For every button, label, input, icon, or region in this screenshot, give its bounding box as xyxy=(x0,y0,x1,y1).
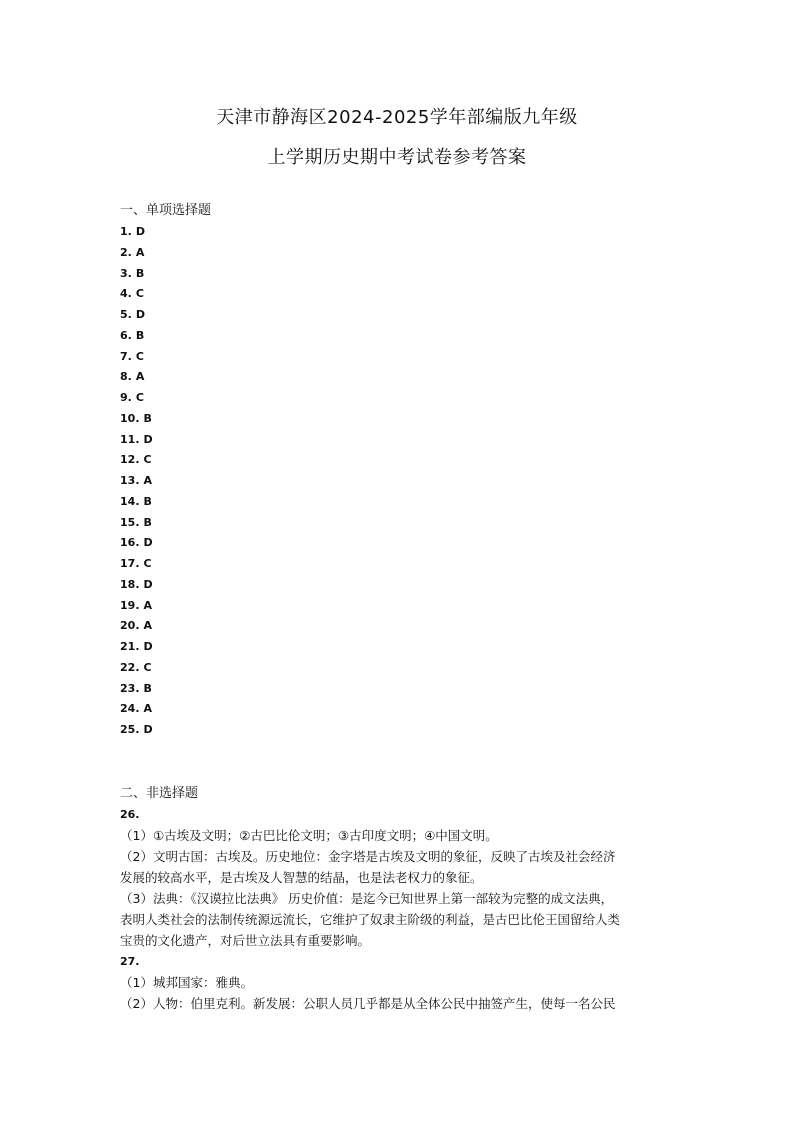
question-26-line: （2）文明古国：古埃及。历史地位：金字塔是古埃及文明的象征，反映了古埃及社会经济 xyxy=(120,849,616,864)
answer-item xyxy=(120,388,153,409)
answer-number: 25 . xyxy=(120,723,140,736)
answer-item xyxy=(120,430,153,451)
answer-number: 3 . xyxy=(120,267,132,280)
answer-letter: B xyxy=(135,328,145,342)
answer-item xyxy=(120,409,153,430)
answer-letter: A xyxy=(143,598,153,612)
answer-letter: D xyxy=(143,723,153,736)
answer-number: 24 . xyxy=(120,702,140,715)
answer-item xyxy=(120,596,153,617)
answer-letter: D xyxy=(143,577,153,591)
answer-number: 16 . xyxy=(120,536,140,549)
answer-letter: C xyxy=(143,453,152,467)
question-26-line: （3）法典：《汉谟拉比法典》 历史价值：是迄今已知世界上第一部较为完整的成文法典， xyxy=(120,891,614,906)
answer-letter: B xyxy=(143,681,152,695)
answer-letter: A xyxy=(143,474,153,487)
answer-item xyxy=(120,513,153,534)
answer-item xyxy=(120,450,153,471)
answer-letter: B xyxy=(135,266,145,280)
answer-item xyxy=(120,264,153,285)
answer-item xyxy=(120,679,153,700)
answer-letter: C xyxy=(143,557,152,570)
answer-item xyxy=(120,347,153,368)
answer-item xyxy=(120,616,153,637)
answer-letter: A xyxy=(143,619,153,633)
answer-letter: A xyxy=(135,370,145,384)
answer-number: 1 . xyxy=(120,225,132,238)
answer-item xyxy=(120,658,153,679)
answer-item xyxy=(120,367,153,388)
answer-letter: D xyxy=(143,640,153,653)
question-26-line: 发展的较高水平，是古埃及人智慧的结晶，也是法老权力的象征。 xyxy=(120,870,483,885)
answer-letter: C xyxy=(143,660,152,674)
section-heading-multiple-choice: 一、单项选择题 xyxy=(120,203,212,218)
answer-letter: D xyxy=(143,432,153,446)
answer-item xyxy=(120,222,153,243)
section-heading-non-choice: 二、非选择题 xyxy=(120,786,199,801)
answer-letter: A xyxy=(135,245,145,259)
answer-item xyxy=(120,284,153,305)
question-27-line: （2）人物：伯里克利。新发展：公职人员几乎都是从全体公民中抽签产生，使每一名公民 xyxy=(120,996,616,1011)
answer-number: 23 . xyxy=(120,682,140,695)
answer-number: 8 . xyxy=(120,370,132,383)
question-27-number: 27. xyxy=(120,955,140,968)
answer-number: 22 . xyxy=(120,661,140,674)
answer-item xyxy=(120,637,153,658)
answer-number: 15 . xyxy=(120,516,140,529)
answer-number: 9 . xyxy=(120,391,132,404)
answer-letter: C xyxy=(135,349,144,363)
answer-item xyxy=(120,720,153,741)
answer-number: 21 . xyxy=(120,640,140,653)
answer-item xyxy=(120,554,153,575)
question-26-line: 宝贵的文化遗产，对后世立法具有重要影响。 xyxy=(120,933,371,948)
answer-letter: C xyxy=(135,391,144,404)
answer-number: 6 . xyxy=(120,329,132,342)
non-choice-answers xyxy=(120,804,680,1014)
answer-letter: D xyxy=(143,536,153,550)
page-title-line-1: 天津市静海区2024-2025学年部编版九年级 xyxy=(216,107,578,128)
answer-item xyxy=(120,492,153,513)
question-26-line: （1）①古埃及文明；②古巴比伦文明；③古印度文明；④中国文明。 xyxy=(120,828,498,843)
answer-number: 14 . xyxy=(120,495,140,508)
answer-number: 19 . xyxy=(120,599,140,612)
answer-number: 12 . xyxy=(120,453,140,466)
answer-number: 17 . xyxy=(120,557,140,570)
answer-number: 5 . xyxy=(120,308,132,321)
answer-item xyxy=(120,575,153,596)
answer-number: 11 . xyxy=(120,433,140,446)
question-27-line: （1）城邦国家：雅典。 xyxy=(120,975,253,990)
question-26-number: 26. xyxy=(120,808,140,821)
answer-number: 7 . xyxy=(120,350,132,363)
answer-item xyxy=(120,699,153,720)
answer-letter: D xyxy=(135,308,145,321)
answer-letter: B xyxy=(143,494,152,508)
answer-letter: C xyxy=(135,287,144,301)
answer-list xyxy=(120,222,153,741)
answer-number: 20 . xyxy=(120,619,140,632)
question-26-line: 表明人类社会的法制传统源远流长，它维护了奴隶主阶级的利益，是古巴比伦王国留给人类 xyxy=(120,912,621,927)
answer-number: 13 . xyxy=(120,474,140,487)
answer-item xyxy=(120,305,153,326)
answer-letter: A xyxy=(143,702,153,716)
answer-number: 2 . xyxy=(120,246,132,259)
answer-number: 18 . xyxy=(120,578,140,591)
answer-number: 10 . xyxy=(120,412,140,425)
answer-letter: B xyxy=(143,411,152,425)
answer-letter: B xyxy=(143,515,152,529)
answer-number: 4 . xyxy=(120,287,132,300)
page-title-line-2: 上学期历史期中考试卷参考答案 xyxy=(267,147,527,168)
answer-item xyxy=(120,533,153,554)
answer-item xyxy=(120,471,153,492)
answer-item xyxy=(120,326,153,347)
answer-item xyxy=(120,243,153,264)
answer-letter: D xyxy=(135,225,145,238)
